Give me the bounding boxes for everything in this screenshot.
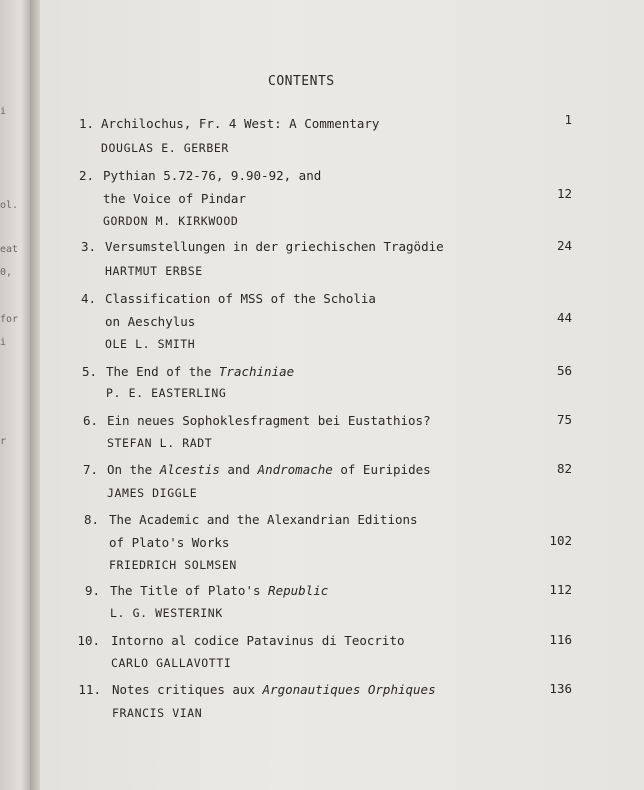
entry-number: 7. [82,462,98,477]
entry-number: 4. [80,291,96,306]
entry-title-cont: on Aeschylus [105,314,196,329]
entry-page: 44 [556,310,572,325]
entry-title: Versumstellungen in der griechischen Tragödie [105,239,444,254]
entry-number: 10. [77,633,100,648]
entry-author: L. G. WESTERINK [110,606,223,620]
entry-page: 24 [556,238,572,253]
entry-author: P. E. EASTERLING [106,386,227,400]
entry-author: FRANCIS VIAN [112,706,203,720]
margin-fragment: i [0,337,7,348]
entry-title: The Academic and the Alexandrian Editions [109,512,418,527]
margin-fragment: 0, [0,267,13,278]
entry-title: Classification of MSS of the Scholia [105,291,376,306]
entry-title: The Title of Plato's Republic [110,583,329,598]
margin-fragment: r [0,436,7,447]
entry-author: CARLO GALLAVOTTI [111,656,232,670]
entry-page: 116 [549,632,572,647]
entry-number: 11. [78,682,101,697]
entry-page: 102 [549,533,572,548]
entry-author: HARTMUT ERBSE [105,264,203,278]
entry-author: JAMES DIGGLE [107,486,198,500]
entry-title: Archilochus, Fr. 4 West: A Commentary [101,116,380,131]
entry-page: 12 [556,186,572,201]
entry-number: 8. [83,512,99,527]
entry-number: 2. [78,168,94,183]
entry-page: 112 [549,582,572,597]
entry-title-cont: of Plato's Works [109,535,230,550]
entry-number: 3. [80,239,96,254]
entry-title: Ein neues Sophoklesfragment bei Eustathios? [107,413,431,428]
entry-author: GORDON M. KIRKWOOD [103,214,239,228]
entry-title-cont: the Voice of Pindar [103,191,246,206]
entry-number: 9. [84,583,100,598]
book-gutter [30,0,40,790]
entry-author: STEFAN L. RADT [107,436,213,450]
entry-author: DOUGLAS E. GERBER [101,141,229,155]
entry-title: Pythian 5.72-76, 9.90-92, and [103,168,322,183]
entry-number: 6. [82,413,98,428]
entry-number: 1. [78,116,94,131]
entry-page: 82 [556,461,572,476]
page-title: CONTENTS [268,74,335,89]
entry-page: 56 [556,363,572,378]
entry-page: 75 [556,412,572,427]
adjacent-page-edge [0,0,30,790]
entry-author: FRIEDRICH SOLMSEN [109,558,237,572]
margin-fragment: ol. [0,200,19,211]
margin-fragment: eat [0,244,19,255]
contents-page [40,0,644,790]
entry-title: Intorno al codice Patavinus di Teocrito [111,633,405,648]
margin-fragment: i [0,106,7,117]
entry-author: OLE L. SMITH [105,337,196,351]
entry-title: Notes critiques aux Argonautiques Orphiques [112,682,436,697]
entry-page: 1 [564,112,572,127]
entry-title: On the Alcestis and Andromache of Euripides [107,462,431,477]
margin-fragment: for [0,314,19,325]
entry-title: The End of the Trachiniae [106,364,295,379]
entry-number: 5. [81,364,97,379]
entry-page: 136 [549,681,572,696]
